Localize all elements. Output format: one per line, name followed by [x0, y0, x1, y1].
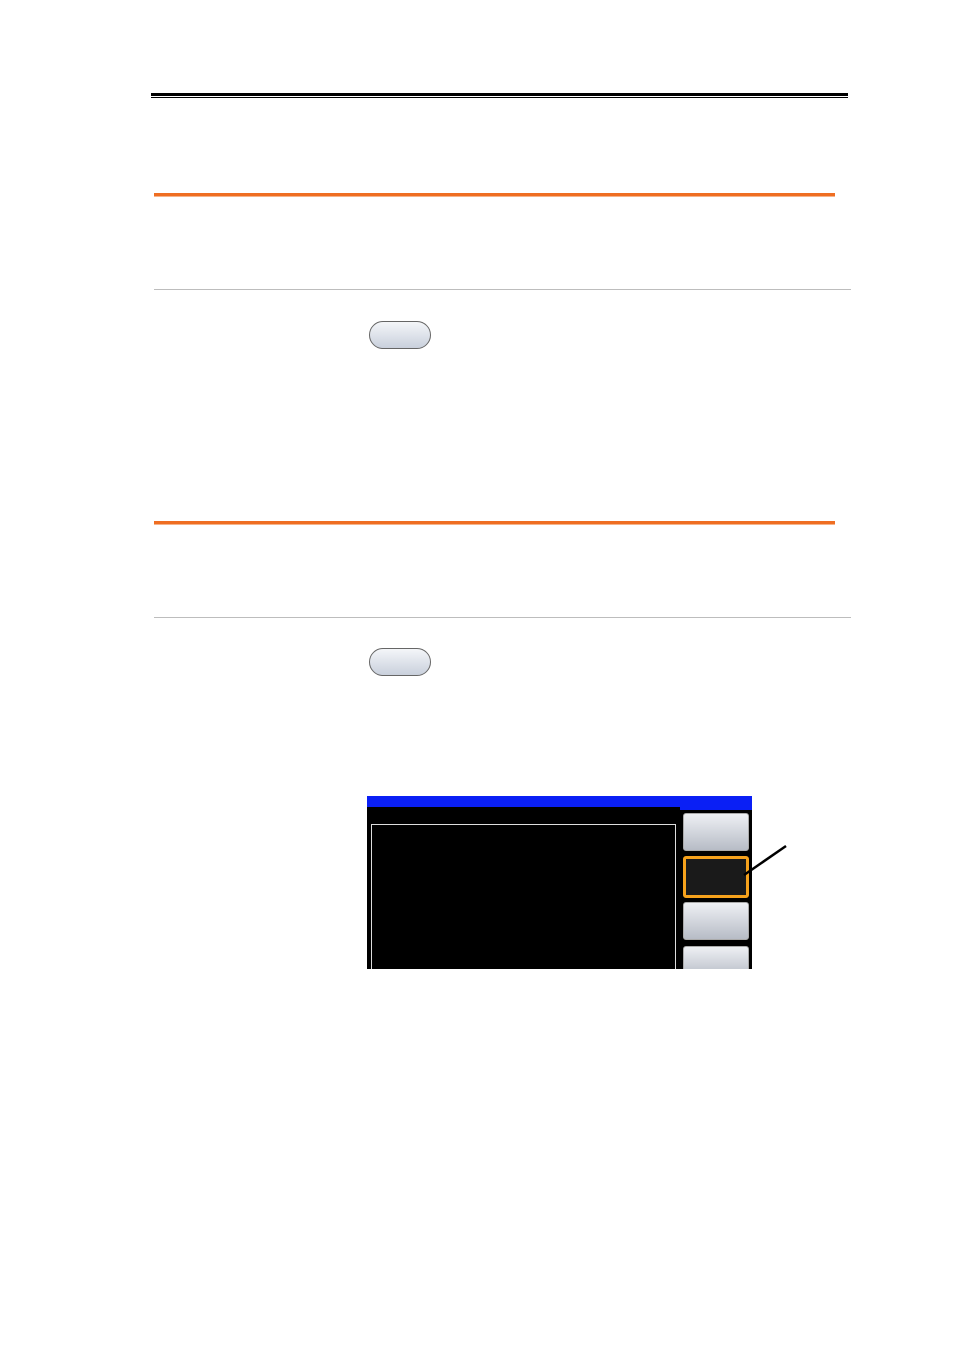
menu-title — [680, 796, 752, 810]
row-divider — [154, 617, 851, 618]
spectrum-plot — [371, 824, 676, 969]
header-rule-thin — [151, 97, 848, 98]
operation-step — [363, 321, 833, 351]
softkey-blank[interactable] — [683, 946, 749, 969]
operation-step — [363, 648, 838, 678]
analyzer-screen — [367, 796, 752, 969]
section-rule — [154, 521, 835, 524]
row-divider — [154, 289, 851, 290]
spectrum-svg — [372, 825, 675, 969]
callout-line — [740, 843, 790, 879]
header-rule — [151, 93, 848, 96]
amplitude-key-button[interactable] — [369, 321, 431, 349]
section-rule — [154, 193, 835, 196]
softkey-units[interactable] — [683, 902, 749, 940]
amplitude-key-button[interactable] — [369, 648, 431, 676]
screen-top-bar — [367, 796, 680, 807]
